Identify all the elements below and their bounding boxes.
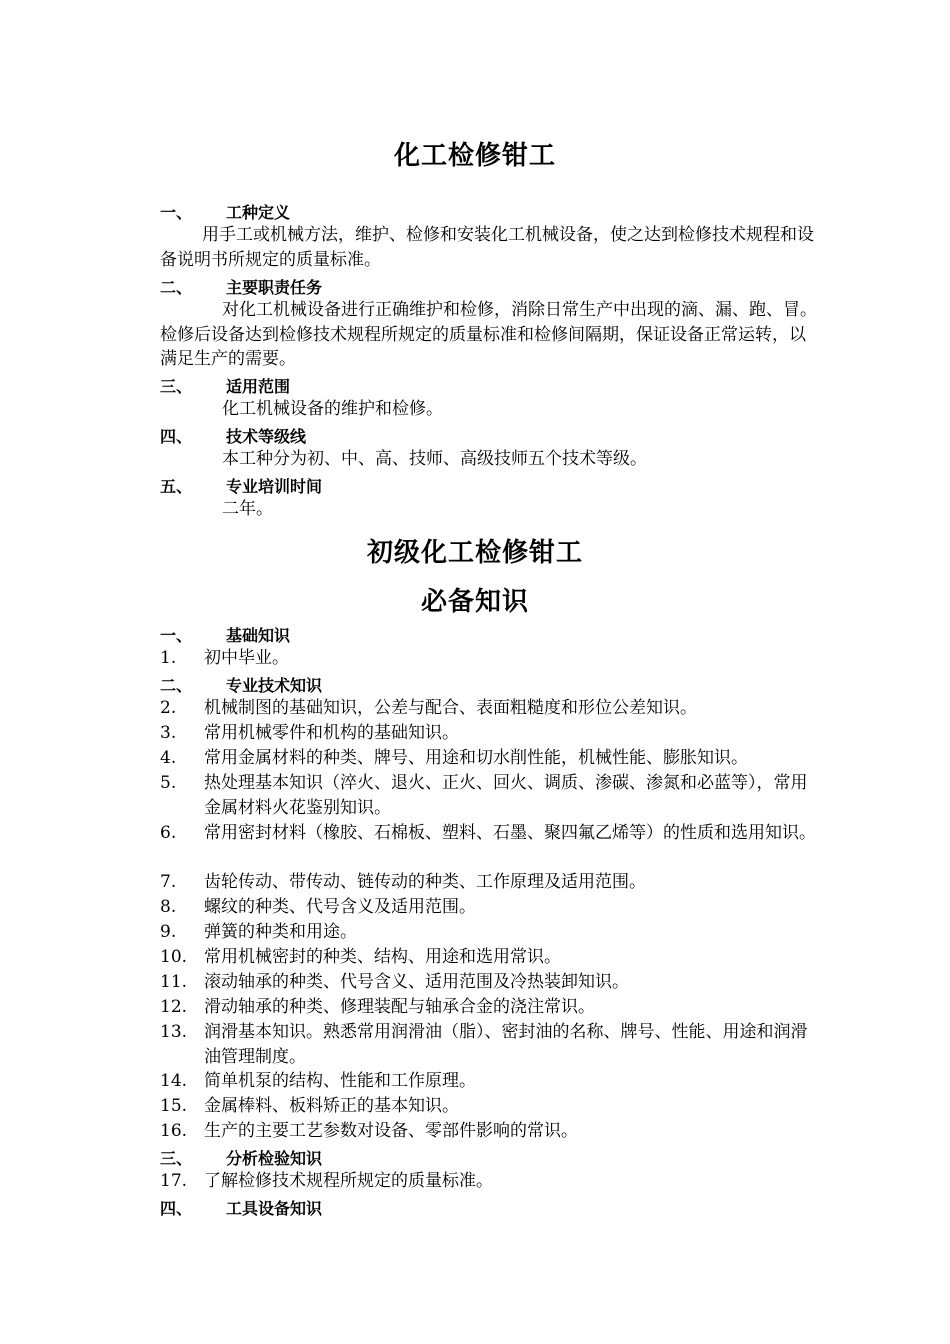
section-text: 化工机械设备的维护和检修。 bbox=[222, 399, 443, 419]
list-item bbox=[160, 1020, 820, 1069]
list-item bbox=[160, 771, 820, 820]
subtitle: 必备知识 bbox=[420, 587, 529, 617]
item-number: 1. bbox=[160, 648, 177, 668]
item-text: 螺纹的种类、代号含义及适用范围。 bbox=[204, 897, 476, 917]
item-text: 热处理基本知识（淬火、退火、正火、回火、调质、渗碳、渗氮和必蓝等），常用金属材料火花鉴别知识。 bbox=[204, 773, 808, 818]
item-number: 13. bbox=[160, 1022, 188, 1042]
list-item bbox=[160, 1169, 820, 1194]
section-number: 二、 bbox=[160, 676, 193, 695]
item-text: 弹簧的种类和用途。 bbox=[204, 922, 357, 942]
section-label: 专业培训时间 bbox=[226, 477, 323, 496]
item-number: 12. bbox=[160, 997, 188, 1017]
item-number: 8. bbox=[160, 897, 177, 917]
list-item bbox=[160, 646, 820, 671]
list-item bbox=[160, 945, 820, 970]
item-number: 17. bbox=[160, 1171, 188, 1191]
section-label: 技术等级线 bbox=[226, 427, 307, 446]
knowledge-heading bbox=[160, 1146, 322, 1169]
section-number: 三、 bbox=[160, 1149, 193, 1168]
item-number: 11. bbox=[160, 972, 188, 992]
item-number: 15. bbox=[160, 1096, 188, 1116]
section-heading bbox=[160, 275, 322, 298]
section-number: 四、 bbox=[160, 427, 193, 446]
section-heading bbox=[160, 474, 322, 497]
section-text: 本工种分为初、中、高、技师、高级技师五个技术等级。 bbox=[222, 449, 647, 469]
item-text: 齿轮传动、带传动、链传动的种类、工作原理及适用范围。 bbox=[204, 872, 646, 892]
item-text: 常用机械密封的种类、结构、用途和选用常识。 bbox=[204, 947, 561, 967]
section-label: 专业技术知识 bbox=[226, 676, 323, 695]
section-text: 二年。 bbox=[222, 499, 273, 519]
item-number: 7. bbox=[160, 872, 177, 892]
list-item bbox=[160, 746, 820, 771]
item-number: 16. bbox=[160, 1121, 188, 1141]
section-label: 主要职责任务 bbox=[226, 278, 323, 297]
list-item bbox=[160, 696, 820, 721]
knowledge-heading bbox=[160, 1196, 322, 1219]
list-item bbox=[160, 870, 820, 895]
section-label: 基础知识 bbox=[226, 626, 291, 645]
section-heading bbox=[160, 374, 290, 397]
knowledge-heading bbox=[160, 623, 290, 646]
list-item bbox=[160, 995, 820, 1020]
item-number: 2. bbox=[160, 698, 177, 718]
item-number: 14. bbox=[160, 1071, 188, 1091]
item-text: 了解检修技术规程所规定的质量标准。 bbox=[204, 1171, 493, 1191]
list-item bbox=[160, 821, 820, 846]
section-number: 三、 bbox=[160, 377, 193, 396]
section-heading bbox=[160, 424, 306, 447]
knowledge-heading bbox=[160, 673, 322, 696]
list-item bbox=[160, 970, 820, 995]
section-number: 四、 bbox=[160, 1199, 193, 1218]
item-text: 滚动轴承的种类、代号含义、适用范围及冷热装卸知识。 bbox=[204, 972, 629, 992]
section-label: 工具设备知识 bbox=[226, 1199, 323, 1218]
item-number: 3. bbox=[160, 723, 177, 743]
item-number: 6. bbox=[160, 823, 177, 843]
section-text: 用手工或机械方法，维护、检修和安装化工机械设备，使之达到检修技术规程和设备说明书所规定的质量标准。 bbox=[160, 225, 814, 270]
section-number: 一、 bbox=[160, 626, 193, 645]
item-text: 生产的主要工艺参数对设备、零部件影响的常识。 bbox=[204, 1121, 578, 1141]
item-number: 4. bbox=[160, 748, 177, 768]
item-number: 10. bbox=[160, 947, 188, 967]
list-item bbox=[160, 920, 820, 945]
section-number: 一、 bbox=[160, 203, 193, 222]
item-text: 滑动轴承的种类、修理装配与轴承合金的浇注常识。 bbox=[204, 997, 595, 1017]
section-number: 二、 bbox=[160, 278, 193, 297]
item-text: 常用金属材料的种类、牌号、用途和切水削性能，机械性能、膨胀知识。 bbox=[204, 748, 748, 768]
list-item bbox=[160, 721, 820, 746]
section-label: 分析检验知识 bbox=[226, 1149, 323, 1168]
item-text: 常用机械零件和机构的基础知识。 bbox=[204, 723, 459, 743]
list-item bbox=[160, 895, 820, 920]
subtitle: 初级化工检修钳工 bbox=[366, 538, 583, 568]
document-title: 化工检修钳工 bbox=[393, 141, 556, 171]
list-item bbox=[160, 1069, 820, 1094]
item-text: 常用密封材料（橡胶、石棉板、塑料、石墨、聚四氟乙烯等）的性质和选用知识。 bbox=[204, 823, 816, 843]
list-item bbox=[160, 1094, 820, 1119]
item-text: 简单机泵的结构、性能和工作原理。 bbox=[204, 1071, 476, 1091]
item-number: 9. bbox=[160, 922, 177, 942]
item-number: 5. bbox=[160, 773, 177, 793]
item-text: 机械制图的基础知识，公差与配合、表面粗糙度和形位公差知识。 bbox=[204, 698, 697, 718]
section-label: 工种定义 bbox=[226, 203, 291, 222]
item-text: 初中毕业。 bbox=[204, 648, 289, 668]
section-label: 适用范围 bbox=[226, 377, 291, 396]
item-text: 润滑基本知识。熟悉常用润滑油（脂）、密封油的名称、牌号、性能、用途和润滑油管理制度。 bbox=[204, 1022, 808, 1067]
section-heading bbox=[160, 200, 290, 223]
section-text: 对化工机械设备进行正确维护和检修，消除日常生产中出现的滴、漏、跑、冒。检修后设备达到检修技术规程所规定的质量标准和检修间隔期，保证设备正常运转，以满足生产的需要。 bbox=[160, 300, 817, 369]
section-number: 五、 bbox=[160, 477, 193, 496]
list-item bbox=[160, 1119, 820, 1144]
item-text: 金属棒料、板料矫正的基本知识。 bbox=[204, 1096, 459, 1116]
